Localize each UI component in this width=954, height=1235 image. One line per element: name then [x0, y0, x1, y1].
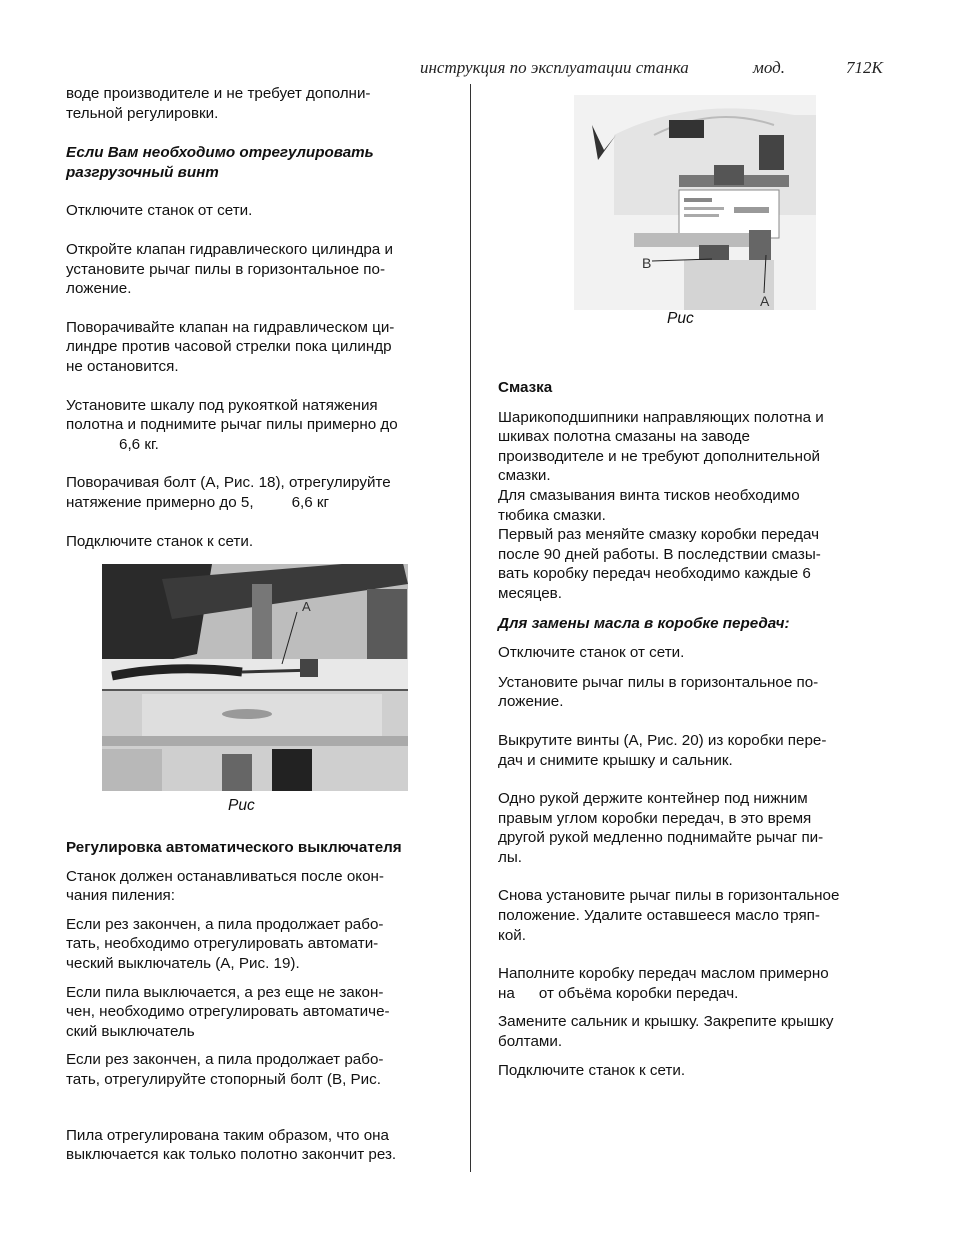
paragraph-stop-after-cut: Станок должен останавливаться после окон- чания пиления: [66, 867, 384, 905]
column-divider [470, 84, 471, 1172]
paragraph-unscrew: Выкрутите винты (А, Рис. 20) из коробки пере- дач и снимите крышку и сальник. [498, 731, 827, 769]
figure-auto-switch-photo [574, 95, 816, 310]
heading-auto-switch: Регулировка автоматического выключателя [66, 839, 402, 856]
paragraph-cut-finished: Если рез закончен, а пила продолжает рабо- тать, необходимо отрегулировать автомати- ческий выключатель (А, Рис. 19). [66, 915, 384, 972]
figure-blade-tension-photo [102, 564, 408, 791]
paragraph-open-valve: Откройте клапан гидравлического цилиндра и установите рычаг пилы в горизонтальное по- ложение. [66, 240, 393, 298]
paragraph-saw-adjusted: Пила отрегулирована таким образом, что она выключается как только полотно закончит рез. [66, 1126, 397, 1164]
figure-label-a-right: A [760, 293, 770, 309]
header-model: 712К [846, 58, 883, 77]
paragraph-stop-bolt: Если рез закончен, а пила продолжает рабо- тать, отрегулируйте стопорный болт (B, Рис. [66, 1051, 384, 1088]
figure-caption-left: Рис [228, 797, 255, 814]
paragraph-connect-right: Подключите станок к сети. [498, 1061, 686, 1079]
figure-label-a: A [302, 599, 311, 614]
paragraph-reinstall: Снова установите рычаг пилы в горизонтальное положение. Удалите оставшееся масло тряп- кой. [498, 887, 840, 944]
paragraph-disconnect: Отключите станок от сети. [66, 202, 253, 220]
heading-lubrication: Смазка [498, 379, 553, 396]
figure-label-b: B [642, 255, 652, 271]
paragraph-intro: воде производителе и не требует дополни- тельной регулировки. [66, 85, 371, 122]
paragraph-horizontal-position: Установите рычаг пилы в горизонтальное по- ложение. [498, 673, 819, 711]
header-model-label: мод. [753, 58, 785, 77]
paragraph-disconnect-right: Отключите станок от сети. [498, 644, 685, 662]
paragraph-rotate-valve: Поворачивайте клапан на гидравлическом ци- линдре против часовой стрелки пока цилиндр не остановится. [66, 318, 395, 375]
right-column [498, 378, 898, 1080]
paragraph-replace-seal: Замените сальник и крышку. Закрепите крышку болтами. [498, 1013, 834, 1051]
paragraph-install-scale: Установите шкалу под рукояткой натяжения полотна и поднимите рычаг пилы примерно до 6,6 кг. [66, 396, 398, 453]
left-column-bottom [66, 838, 461, 1165]
paragraph-hold-container: Одно рукой держите контейнер под нижним правым углом коробки передач, в это время другой рукой медленно поднимайте рычаг пи- лы. [498, 790, 824, 866]
heading-oil-change: Для замены масла в коробке передач: [498, 614, 790, 632]
figure-caption-right: Рис [667, 310, 694, 327]
left-column-top [66, 84, 461, 551]
heading-unloading-screw: Если Вам необходимо отрегулировать разгрузочный винт [66, 144, 374, 181]
header-title: инструкция по эксплуатации станка [420, 58, 689, 77]
paragraph-fill-oil: Наполните коробку передач маслом примерно на от объёма коробки передач. [498, 965, 829, 1002]
paragraph-adjust-bolt: Поворачивая болт (А, Рис. 18), отрегулируйте натяжение примерно до 5, 6,6 кг [66, 474, 391, 511]
paragraph-saw-switches-off: Если пила выключается, а рез еще не закон- чен, необходимо отрегулировать автоматиче- ский выключатель [66, 983, 390, 1040]
paragraph-lubrication: Шарикоподшипники направляющих полотна и шкивах полотна смазаны на заводе производителе и не требуют дополнительной смазки. Для смазывания винта тисков необходимо тюбика смазки. Первый раз меняйте смазку коробки передач после 90 дней работы. В последствии смазы- вать коробку передач необходимо каждые 6 месяцев. [498, 408, 824, 602]
paragraph-connect: Подключите станок к сети. [66, 532, 254, 550]
